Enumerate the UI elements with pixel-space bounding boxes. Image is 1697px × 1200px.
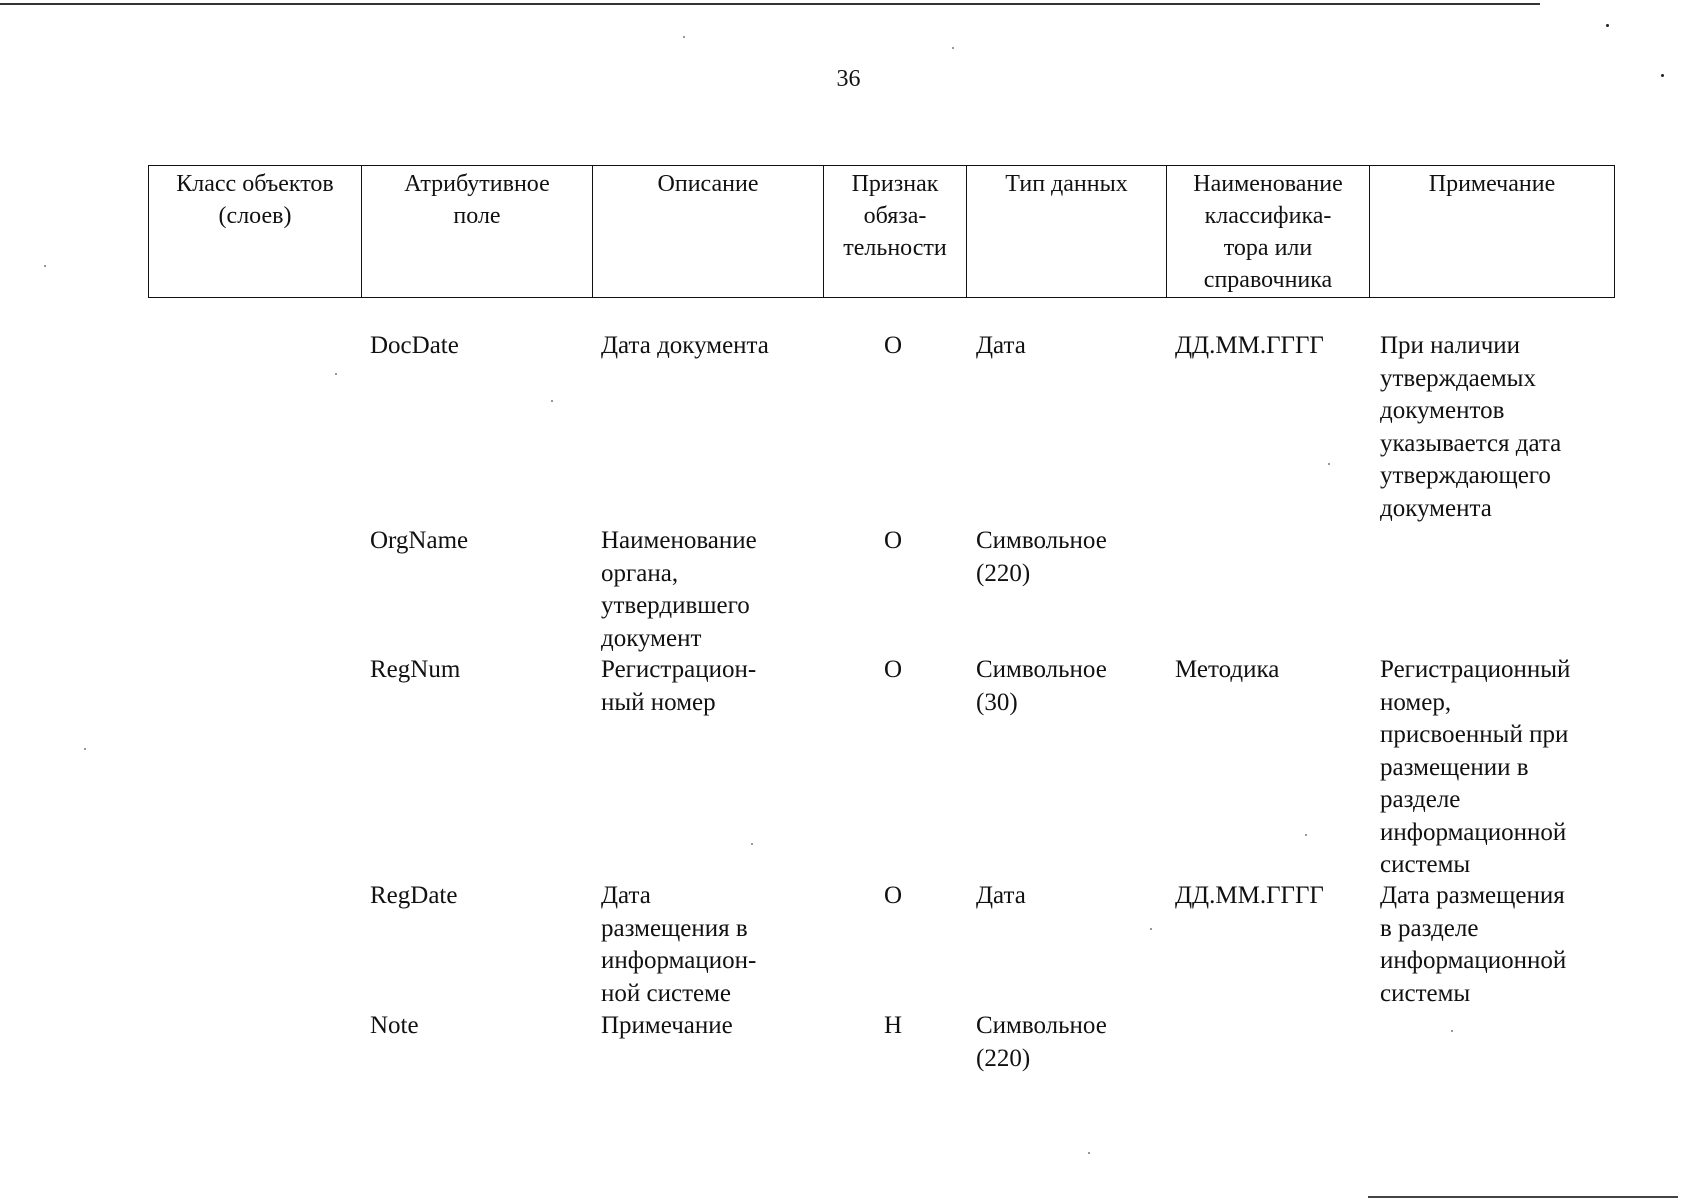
cell-line: Дата — [976, 882, 1026, 909]
header-line: обяза- — [863, 203, 927, 229]
header-line: Наименование — [1193, 171, 1343, 197]
cell-line: системы — [1380, 851, 1471, 878]
cell-line: О — [884, 332, 903, 359]
cell-classifier-name — [1175, 330, 1375, 363]
header-object-class — [149, 166, 362, 298]
cell-line: RegNum — [370, 656, 461, 683]
header-line: классифика- — [1204, 203, 1332, 229]
cell-line: разделе — [1380, 786, 1461, 813]
cell-line: указывается дата — [1380, 429, 1562, 457]
cell-line: При наличии — [1380, 332, 1521, 359]
cell-attribute-field — [370, 654, 585, 687]
cell-line: Дата документа — [601, 332, 769, 359]
cell-line: RegDate — [370, 882, 458, 909]
cell-line: номер, — [1380, 688, 1452, 716]
cell-note — [1380, 330, 1614, 525]
cell-line: ной системе — [601, 979, 732, 1007]
cell-line: О — [884, 882, 903, 909]
cell-line: Символьное — [976, 1012, 1107, 1039]
cell-line: системы — [1380, 979, 1471, 1007]
cell-attribute-field — [370, 1010, 585, 1043]
cell-line: утвердившего — [601, 592, 750, 619]
cell-data-type — [976, 880, 1166, 913]
cell-line: Дата — [976, 332, 1026, 359]
cell-line: (220) — [976, 1044, 1031, 1072]
cell-line: ДД.ММ.ГГГГ — [1175, 332, 1324, 359]
cell-line: DocDate — [370, 332, 459, 359]
cell-attribute-field — [370, 880, 585, 913]
cell-line: документов — [1380, 397, 1505, 424]
page-number: 36 — [836, 66, 861, 92]
cell-line: утверждаемых — [1380, 364, 1536, 392]
cell-line: Регистрацион- — [601, 656, 757, 683]
scan-speck — [952, 47, 954, 49]
cell-line: размещения в — [601, 914, 748, 942]
scan-speck — [1328, 463, 1330, 465]
header-data-type — [967, 166, 1167, 298]
header-line: Примечание — [1428, 171, 1556, 197]
header-attribute-field — [362, 166, 593, 298]
header-line: справочника — [1203, 267, 1333, 293]
scan-speck — [551, 400, 553, 402]
cell-line: Символьное — [976, 527, 1107, 554]
header-line: Признак — [851, 171, 939, 197]
cell-note — [1380, 880, 1614, 1010]
cell-data-type — [976, 330, 1166, 363]
header-required-flag — [824, 166, 967, 298]
cell-required-flag — [884, 1010, 924, 1043]
cell-line: Регистрационный — [1380, 656, 1571, 683]
cell-required-flag — [884, 525, 924, 558]
scan-top-rule — [0, 3, 1540, 5]
scan-speck — [44, 265, 46, 267]
cell-attribute-field — [370, 330, 585, 363]
header-line: поле — [453, 203, 501, 229]
cell-line: документ — [601, 624, 702, 652]
cell-line: информационной — [1380, 818, 1567, 846]
cell-line: в разделе — [1380, 914, 1479, 942]
scan-speck — [1088, 1152, 1090, 1154]
cell-description — [601, 525, 811, 655]
header-line: тельности — [843, 235, 947, 261]
cell-note — [1380, 654, 1614, 882]
scan-speck — [1606, 24, 1609, 27]
cell-data-type — [976, 1010, 1166, 1075]
header-line: Атрибутивное — [404, 171, 550, 197]
cell-line: размещении в — [1380, 753, 1529, 781]
scan-speck — [751, 843, 753, 845]
header-line: Тип данных — [1005, 171, 1128, 197]
header-classifier-name — [1167, 166, 1370, 298]
header-line: Класс объектов — [176, 171, 334, 197]
scan-speck — [335, 373, 337, 375]
scan-speck — [84, 748, 86, 750]
header-note — [1370, 166, 1615, 298]
scan-speck — [1451, 1030, 1453, 1032]
cell-line: О — [884, 656, 903, 683]
cell-description — [601, 880, 811, 1010]
header-line: (слоев) — [218, 203, 292, 229]
cell-line: органа, — [601, 559, 679, 587]
header-line: тора или — [1223, 235, 1313, 261]
header-line: Описание — [657, 171, 759, 197]
cell-line: О — [884, 527, 903, 554]
attribute-table-header — [148, 165, 1615, 298]
cell-data-type — [976, 654, 1166, 719]
cell-required-flag — [884, 880, 924, 913]
cell-line: Методика — [1175, 656, 1280, 683]
cell-classifier-name — [1175, 880, 1375, 913]
cell-line: присвоенный при — [1380, 721, 1569, 748]
cell-line: информацион- — [601, 947, 757, 974]
cell-line: документа — [1380, 494, 1492, 522]
cell-line: Символьное — [976, 656, 1107, 683]
cell-line: Note — [370, 1012, 419, 1039]
cell-data-type — [976, 525, 1166, 590]
cell-line: утверждающего — [1380, 462, 1551, 489]
cell-required-flag — [884, 654, 924, 687]
cell-description — [601, 1010, 811, 1043]
scan-bottom-rule — [1368, 1196, 1678, 1198]
cell-attribute-field — [370, 525, 585, 558]
cell-line: Дата — [601, 882, 651, 909]
scan-speck — [1305, 834, 1307, 836]
cell-line: Наименование — [601, 527, 757, 554]
cell-line: OrgName — [370, 527, 469, 554]
cell-line: (220) — [976, 559, 1031, 587]
cell-classifier-name — [1175, 654, 1375, 687]
cell-line: Примечание — [601, 1012, 733, 1039]
cell-description — [601, 330, 811, 363]
scan-speck — [1150, 928, 1152, 930]
cell-required-flag — [884, 330, 924, 363]
cell-description — [601, 654, 811, 719]
cell-line: ный номер — [601, 688, 716, 716]
cell-line: Н — [884, 1012, 903, 1039]
cell-line: информационной — [1380, 947, 1567, 974]
cell-line: ДД.ММ.ГГГГ — [1175, 882, 1324, 909]
header-description — [593, 166, 824, 298]
cell-line: Дата размещения — [1380, 882, 1565, 909]
cell-line: (30) — [976, 688, 1018, 716]
scan-speck — [683, 36, 685, 38]
